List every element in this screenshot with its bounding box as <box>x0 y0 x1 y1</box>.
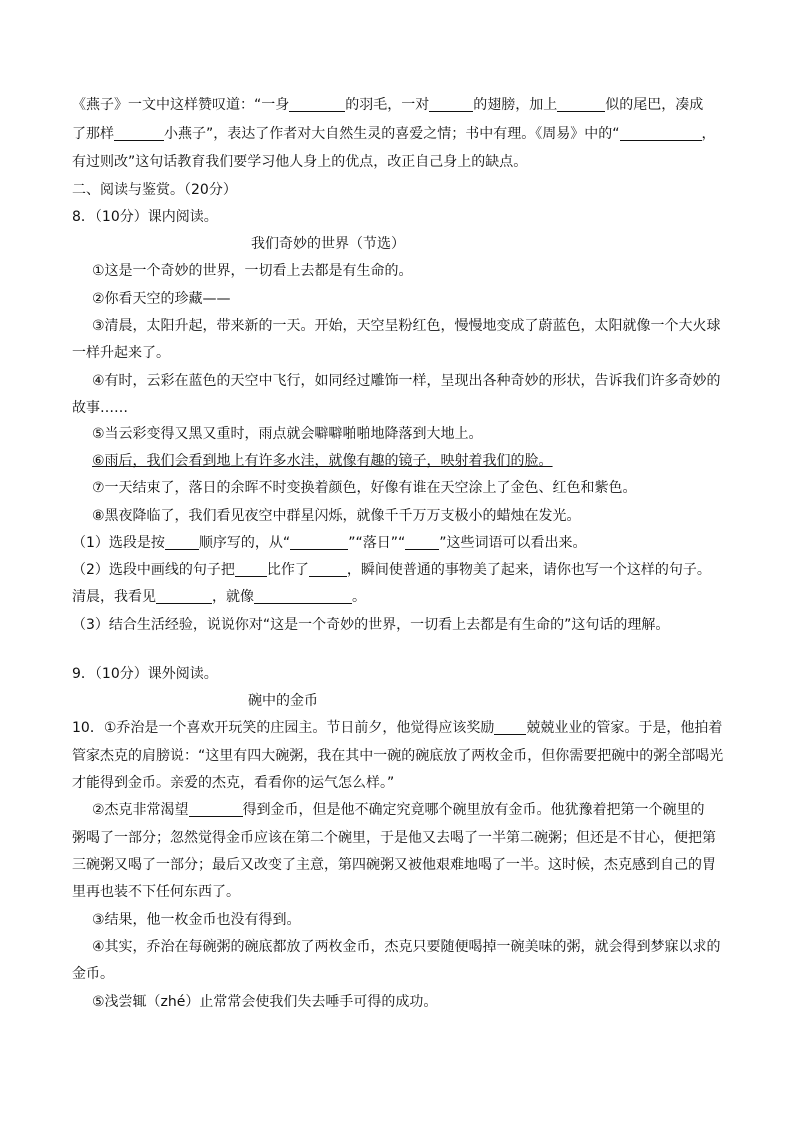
text: ，就像 <box>212 589 254 605</box>
text: 小燕子”，表达了作者对大自然生灵的喜爱之情；书中有理。《周易》中的“ <box>164 126 620 142</box>
question-8-2-sentence <box>72 587 724 607</box>
blank[interactable] <box>289 97 345 112</box>
blank[interactable] <box>494 720 526 735</box>
intro-line-2 <box>72 124 724 144</box>
text: ， <box>701 126 716 142</box>
blank[interactable] <box>429 97 473 112</box>
blank[interactable] <box>189 802 243 817</box>
blank[interactable] <box>235 562 267 577</box>
blank[interactable] <box>290 535 348 550</box>
intro-line-1 <box>72 95 724 115</box>
question-10-line-2: 管家杰克的肩膀说：“这里有四大碗粥，我在其中一碗的碗底放了两枚金币，但你需要把碗中的粥全部喝光 <box>72 748 724 764</box>
question-8-1 <box>72 533 724 553</box>
text: （2）选段中画线的句子把 <box>72 562 235 578</box>
question-10-line-1 <box>72 718 724 738</box>
text: 。 <box>352 589 366 605</box>
text: 的翅膀，加上 <box>473 97 558 113</box>
text: ”“落日”“ <box>348 535 406 551</box>
question-10-line-8: ③结果，他一枚金币也没有得到。 <box>92 912 301 928</box>
paragraph-5: ⑤当云彩变得又黑又重时，雨点就会噼噼啪啪地降落到大地上。 <box>92 426 483 442</box>
text: 兢兢业业的管家。于是，他拍着 <box>526 720 723 736</box>
question-10-line-3: 才能得到金币。亲爱的杰克，看看你的运气怎么样。” <box>72 775 395 791</box>
paragraph-3-cont: 一样升起来了。 <box>72 345 170 361</box>
paragraph-7: ⑦一天结束了，落日的余晖不时变换着颜色，好像有谁在天空涂上了金色、红色和紫色。 <box>92 480 637 496</box>
text: 《燕子》一文中这样赞叹道：“一身 <box>72 97 290 113</box>
text: ②杰克非常渴望 <box>92 802 189 818</box>
text: （1）选段是按 <box>72 535 165 551</box>
text: 得到金币，但是他不确定究竟哪个碗里放有金币。他犹豫着把第一个碗里的 <box>242 802 705 818</box>
question-10-line-6: 三碗粥又喝了一部分；最后又改变了主意，第四碗粥又被他艰难地喝了一半。这时候，杰克感到自己的胃 <box>72 857 716 873</box>
text: 10．①乔治是一个喜欢开玩笑的庄园主。节日前夕，他觉得应该奖励 <box>72 720 495 736</box>
paragraph-3: ③清晨，太阳升起，带来新的一天。开始，天空呈粉红色，慢慢地变成了蔚蓝色，太阳就像一个大火球 <box>92 318 721 334</box>
text: ”这些词语可以看出来。 <box>439 535 587 551</box>
paragraph-8: ⑧黑夜降临了，我们看见夜空中群星闪烁，就像千千万万支极小的蜡烛在发光。 <box>92 508 581 524</box>
question-10-line-9-cont: 金币。 <box>72 966 114 982</box>
paragraph-4-cont: 故事…… <box>72 400 128 416</box>
text: 清晨，我看见 <box>72 589 156 605</box>
blank[interactable] <box>405 535 439 550</box>
text: 似的尾巴，凑成 <box>605 97 704 113</box>
paragraph-2: ②你看天空的珍藏—— <box>92 291 231 307</box>
paragraph-6-underlined: ⑥雨后，我们会看到地上有许多水洼，就像有趣的镜子，映射着我们的脸。 <box>92 453 553 469</box>
intro-line-3: 有过则改”这句话教育我们要学习他人身上的优点，改正自己身上的缺点。 <box>72 154 528 170</box>
question-8-2 <box>72 560 724 580</box>
question-9-header: 9．（10分）课外阅读。 <box>72 666 218 682</box>
question-8-header: 8．（10分）课内阅读。 <box>72 209 218 225</box>
text: 比作了 <box>266 562 309 578</box>
paragraph-1: ①这是一个奇妙的世界，一切看上去都是有生命的。 <box>92 263 413 279</box>
question-10-line-10: ⑤浅尝辄（zhé）止常常会使我们失去唾手可得的成功。 <box>92 994 438 1010</box>
blank[interactable] <box>114 126 164 141</box>
blank[interactable] <box>165 535 199 550</box>
paragraph-4: ④有时，云彩在蓝色的天空中飞行，如同经过雕饰一样，呈现出各种奇妙的形状，告诉我们许多奇妙的 <box>92 373 721 389</box>
text: 的羽毛，一对 <box>345 97 430 113</box>
passage-title: 我们奇妙的世界（节选） <box>251 236 405 252</box>
question-10-line-4 <box>92 800 724 820</box>
blank[interactable] <box>309 562 347 577</box>
question-10-line-9: ④其实，乔治在每碗粥的碗底都放了两枚金币，杰克只要随便喝掉一碗美味的粥，就会得到梦寐以求的 <box>92 939 721 955</box>
question-10-line-5: 粥喝了一部分；忽然觉得金币应该在第二个碗里，于是他又去喝了一半第二碗粥；但还是不甘心，便把第 <box>72 830 716 846</box>
story-title: 碗中的金币 <box>248 693 318 709</box>
blank[interactable] <box>557 97 605 112</box>
question-10-line-7: 里再也装不下任何东西了。 <box>72 884 240 900</box>
text: 顺序写的，从“ <box>198 535 291 551</box>
blank[interactable] <box>254 589 352 604</box>
text: ，瞬间使普通的事物美了起来，请你也写一个这样的句子。 <box>346 562 711 578</box>
text: 了那样 <box>72 126 114 142</box>
blank[interactable] <box>620 126 702 141</box>
section-2-heading: 二、阅读与鉴赏。（20分） <box>72 182 237 198</box>
question-8-3: （3）结合生活经验，说说你对“这是一个奇妙的世界，一切看上去都是有生命的”这句话的理解。 <box>72 617 670 633</box>
blank[interactable] <box>156 589 212 604</box>
